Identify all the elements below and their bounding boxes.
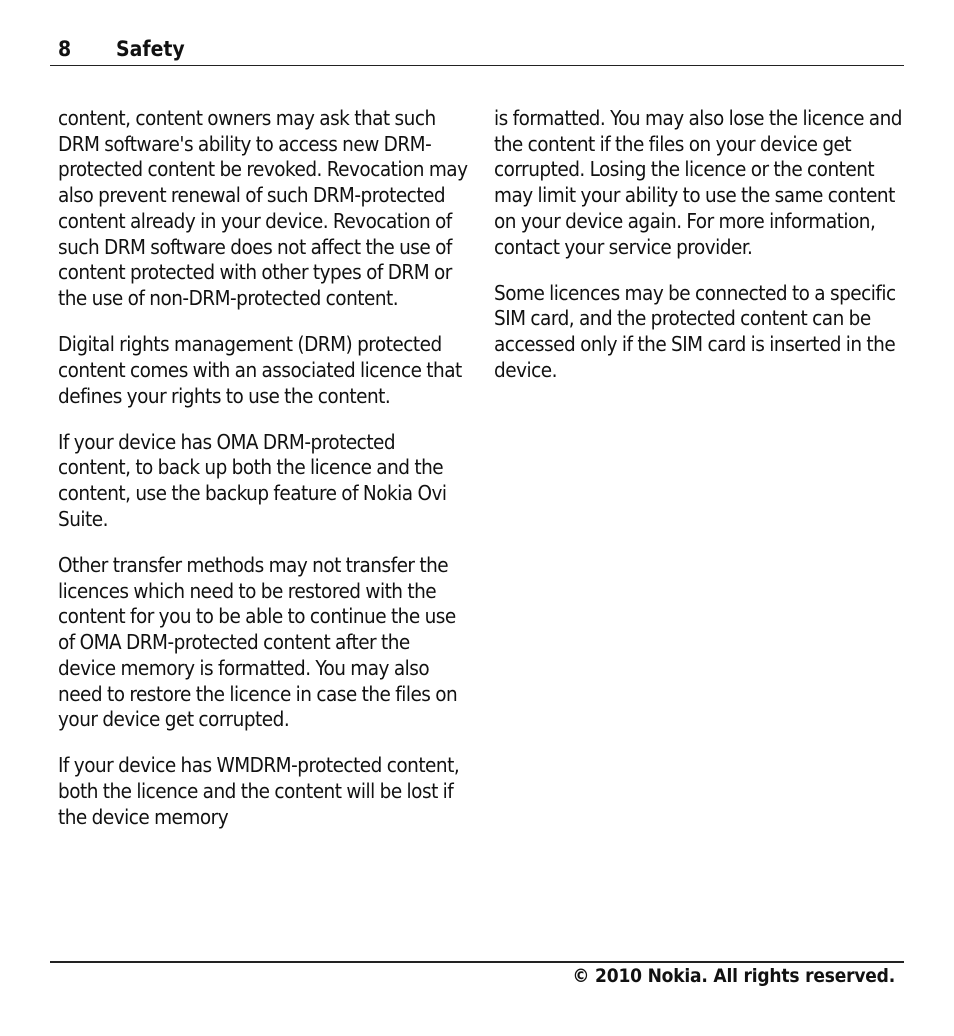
copyright-notice: © 2010 Nokia. All rights reserved.	[572, 965, 895, 987]
paragraph: If your device has OMA DRM-protected content, to back up both the licence and the content, use the backup feature of Nokia Ovi Suite.	[58, 429, 447, 531]
page-header	[50, 36, 904, 66]
right-column	[494, 106, 904, 404]
left-column	[58, 106, 468, 851]
paragraph: If your device has WMDRM-protected content, both the licence and the content will be lost if the device memory	[58, 753, 460, 829]
paragraph: content, content owners may ask that such DRM software's ability to access new DRM-protected content be revoked. Revocation may also prevent renewal of such DRM-protected content already in your device. Revocation of such DRM software does not affect the use of content protected with other types of DRM or the use of non-DRM-protected content.	[58, 106, 468, 310]
paragraph: Other transfer methods may not transfer the licences which need to be restored with the content for you to be able to continue the use of OMA DRM-protected content after the device memory is formatted. You may also need to restore the licence in case the files on your device get corrupted.	[58, 553, 458, 732]
section-title: Safety	[116, 37, 185, 61]
paragraph: Digital rights management (DRM) protected content comes with an associated licence that defines your rights to use the content.	[58, 332, 462, 408]
paragraph: is formatted. You may also lose the licence and the content if the files on your device get corrupted. Losing the licence or the content may limit your ability to use the same content on your device again. For more information, contact your service provider.	[494, 106, 902, 259]
paragraph: Some licences may be connected to a specific SIM card, and the protected content can be accessed only if the SIM card is inserted in the device.	[494, 280, 896, 382]
footer-divider	[50, 961, 904, 963]
page-number: 8	[58, 37, 72, 61]
